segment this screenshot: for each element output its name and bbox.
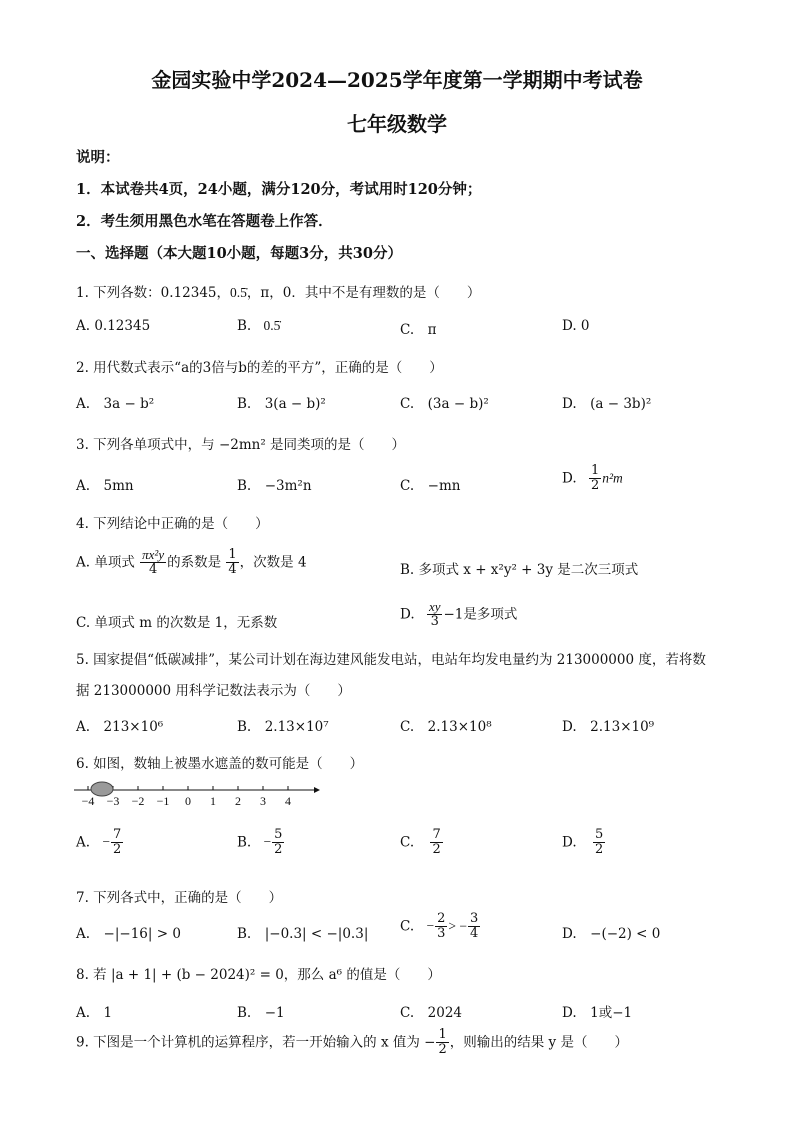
q7-c-numerator-1: 2	[437, 911, 446, 926]
q8-option-c: C. 2024	[400, 1005, 462, 1021]
q8-option-d: D. 1或−1	[562, 1005, 633, 1021]
q6-d-denominator: 2	[594, 842, 604, 858]
question-3: 3. 下列各单项式中，与 −2mn² 是同类项的是（ ）	[76, 437, 406, 453]
number-line-label: −4	[81, 794, 95, 808]
question-1	[76, 281, 480, 301]
q3-option-b: B. −3m²n	[237, 478, 312, 494]
notes-item-2: 2．考生须用黑色水笔在答题卷上作答．	[76, 213, 333, 230]
q3-d-numerator: 1	[590, 463, 600, 478]
number-line-arrow	[314, 787, 320, 793]
number-line-label: 0	[185, 794, 191, 808]
q6-d-fraction	[593, 828, 605, 858]
q3-option-d-label: D.	[562, 470, 577, 487]
q9-denominator: 2	[438, 1042, 447, 1058]
q1-option-c: C. π	[400, 322, 437, 338]
number-line-figure	[70, 780, 330, 816]
q7-option-d: D. −(−2) < 0	[562, 926, 661, 942]
number-line-label: −3	[106, 794, 120, 808]
q4-d-numerator: xy	[428, 599, 441, 614]
q6-b-numerator: 5	[274, 827, 283, 842]
q4-option-c: C. 单项式 m 的次数是 1，无系数	[76, 615, 278, 631]
q5-option-b: B. 2.13×10⁷	[237, 719, 329, 735]
q6-c-numerator: 7	[432, 827, 441, 842]
number-line-label: 4	[285, 794, 291, 808]
q4-a-numerator: πx²y	[142, 547, 165, 562]
q6-c-label: C.	[400, 834, 415, 851]
q4-a-prefix: A. 单项式	[76, 554, 135, 571]
q4-a-monomial	[140, 548, 166, 578]
q2-option-c: C. (3a − b)²	[400, 396, 489, 412]
question-6: 6. 如图，数轴上被墨水遮盖的数可能是（ ）	[76, 756, 364, 772]
q6-c-denominator: 2	[432, 842, 441, 858]
q1-option-b-label: B.	[237, 318, 252, 334]
q4-a-coef-numerator: 1	[228, 547, 237, 562]
q2-option-d: D. (a − 3b)²	[562, 396, 652, 412]
q9-stem-end: ，则输出的结果 y 是（ ）	[449, 1034, 628, 1051]
q8-option-b: B. −1	[237, 1005, 285, 1021]
q1-stem-start: 1. 下列各数：0.12345，	[76, 285, 230, 301]
q3-option-a: A. 5mn	[76, 478, 134, 494]
q6-b-sign: −	[263, 834, 272, 850]
q5-option-d: D. 2.13×10⁹	[562, 719, 655, 735]
number-line-label: 2	[235, 794, 241, 808]
q3-d-denominator: 2	[590, 478, 600, 494]
q7-c-sign: −	[426, 918, 435, 934]
q1-stem-end: ，π，0．其中不是有理数的是（ ）	[246, 285, 481, 301]
q4-option-b: B. 多项式 x + x²y² + 3y 是二次三项式	[400, 562, 639, 578]
q4-d-fraction	[427, 600, 443, 630]
q6-a-sign: −	[102, 834, 110, 850]
question-4: 4. 下列结论中正确的是（ ）	[76, 516, 269, 532]
q3-option-d-term: n²m	[602, 470, 623, 486]
q6-option-c	[400, 828, 444, 858]
q7-c-denominator-2: 4	[469, 926, 479, 942]
q3-option-d-fraction	[589, 464, 601, 494]
q1-option-d: D. 0	[562, 318, 590, 334]
q6-option-b	[237, 828, 285, 858]
q4-d-denominator: 3	[430, 614, 439, 630]
number-line-label: 1	[210, 794, 216, 808]
q6-a-denominator: 2	[112, 842, 122, 858]
q4-a-middle: 的系数是	[167, 554, 222, 571]
q6-b-fraction	[272, 828, 284, 858]
q4-option-d	[400, 600, 517, 630]
number-line-label: −1	[156, 794, 170, 808]
section-heading: 一、选择题（本大题10小题，每题3分，共30分）	[76, 245, 402, 262]
question-8: 8. 若 |a + 1| + (b − 2024)² = 0，那么 a⁶ 的值是（ ）	[76, 967, 441, 983]
q7-c-denominator-1: 3	[437, 926, 446, 942]
q4-a-coef-denominator: 4	[228, 562, 237, 578]
q6-b-label: B.	[237, 834, 252, 851]
q7-option-c	[400, 912, 481, 942]
q3-option-d	[562, 464, 623, 494]
question-7: 7. 下列各式中，正确的是（ ）	[76, 890, 283, 906]
q8-option-a: A. 1	[76, 1005, 113, 1021]
q7-c-comparison: > −	[448, 918, 467, 934]
q7-option-b: B. |−0.3| < −|0.3|	[237, 926, 369, 942]
q3-option-c: C. −mn	[400, 478, 461, 494]
q4-a-coefficient	[226, 548, 238, 578]
q7-option-a: A. −|−16| > 0	[76, 926, 181, 942]
q1-option-a: A. 0.12345	[76, 318, 151, 334]
q7-c-fraction-1	[435, 912, 447, 942]
q4-a-suffix: ，次数是 4	[239, 554, 307, 571]
q1-repeating-decimal: 0.5̇	[230, 285, 247, 300]
exam-title: 金园实验中学2024—2025学年度第一学期期中考试卷	[151, 68, 643, 92]
q5-option-c: C. 2.13×10⁸	[400, 719, 492, 735]
q6-d-numerator: 5	[594, 827, 604, 842]
q7-c-fraction-2	[468, 912, 480, 942]
q4-d-suffix: −1是多项式	[443, 606, 518, 623]
q5-option-a: A. 213×10⁶	[76, 719, 164, 735]
q6-b-denominator: 2	[274, 842, 283, 858]
q6-option-a	[76, 828, 124, 858]
q4-d-label: D.	[400, 606, 415, 623]
q6-d-label: D.	[562, 834, 577, 851]
q9-numerator: 1	[438, 1027, 447, 1042]
q2-option-a: A. 3a − b²	[76, 396, 155, 412]
q6-c-fraction	[430, 828, 442, 858]
q6-a-label: A.	[76, 834, 91, 851]
q9-stem-start: 9. 下图是一个计算机的运算程序，若一开始输入的 x 值为 −	[76, 1034, 436, 1051]
notes-heading: 说明：	[76, 149, 120, 166]
q4-option-a	[76, 548, 307, 578]
notes-item-1: 1．本试卷共4页，24小题，满分120分，考试用时120分钟；	[76, 181, 482, 198]
ink-blot	[91, 782, 113, 796]
number-line-label: −2	[131, 794, 145, 808]
question-5-line-2: 据 213000000 用科学记数法表示为（ ）	[76, 683, 351, 699]
q1-option-b	[237, 318, 280, 334]
number-line-label: 3	[260, 794, 266, 808]
question-9	[76, 1028, 628, 1058]
q4-a-denominator: 4	[148, 562, 158, 578]
q6-option-d	[562, 828, 606, 858]
q7-c-numerator-2: 3	[469, 911, 479, 926]
exam-subtitle: 七年级数学	[347, 112, 447, 136]
q6-a-fraction	[111, 828, 123, 858]
q6-a-numerator: 7	[112, 827, 122, 842]
question-5-line-1: 5. 国家提倡“低碳减排”，某公司计划在海边建风能发电站，电站年均发电量约为 213000000 度，若将数	[76, 652, 706, 668]
question-2: 2. 用代数式表示“a的3倍与b的差的平方”，正确的是（ ）	[76, 360, 443, 376]
q1-option-b-value: 0.5̇	[263, 318, 281, 333]
q7-c-label: C.	[400, 918, 415, 935]
q9-fraction	[436, 1028, 448, 1058]
q2-option-b: B. 3(a − b)²	[237, 396, 326, 412]
